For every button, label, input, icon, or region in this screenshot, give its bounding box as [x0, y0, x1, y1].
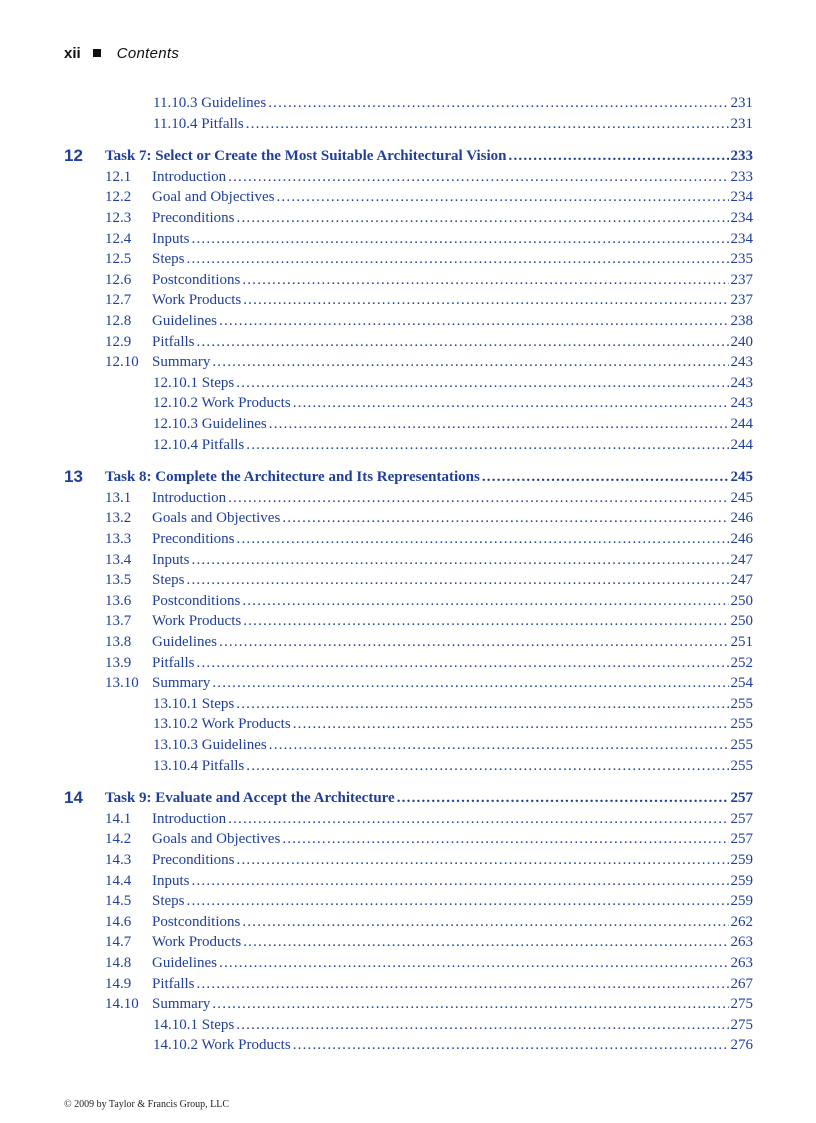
dot-leader	[228, 167, 728, 188]
toc-section-entry[interactable]	[0, 809, 816, 830]
section-page: 246	[730, 531, 753, 547]
section-number: 14.4	[105, 872, 132, 889]
dot-leader	[187, 570, 729, 591]
section-page: 243	[730, 374, 753, 391]
section-title: Inputs	[152, 230, 190, 247]
section-page: 257	[730, 831, 753, 848]
toc-section-entry[interactable]	[0, 529, 816, 550]
section-title: Postconditions	[152, 271, 241, 288]
toc-section-entry[interactable]	[0, 932, 816, 953]
dot-leader	[187, 891, 729, 912]
dot-leader	[293, 1035, 729, 1056]
section-number: 12.1	[105, 168, 132, 185]
section-number: 14.10	[105, 996, 139, 1013]
dot-leader	[219, 632, 729, 653]
section-title: Work Products	[152, 934, 242, 951]
toc-subsection-entry[interactable]	[0, 756, 816, 777]
section-page: 244	[730, 436, 753, 453]
section-page: 259	[730, 852, 753, 868]
section-title: Goals and Objectives	[152, 510, 281, 527]
section-page: 276	[730, 1037, 753, 1054]
section-title: Guidelines	[152, 313, 217, 329]
copyright-footer: © 2009 by Taylor & Francis Group, LLC	[64, 1099, 230, 1110]
toc-subsection-entry[interactable]	[0, 1015, 816, 1036]
section-title: Steps	[152, 893, 185, 910]
section-page: 275	[730, 996, 753, 1013]
toc-subsection-entry[interactable]	[0, 93, 816, 114]
section-title: 12.10.2 Work Products	[153, 395, 291, 412]
section-title: Work Products	[152, 292, 242, 309]
section-number: 13.8	[105, 634, 132, 650]
section-number: 14.8	[105, 955, 132, 971]
toc-section-entry[interactable]	[0, 829, 816, 850]
toc-section-entry[interactable]	[0, 591, 816, 612]
toc-section-entry[interactable]	[0, 912, 816, 933]
section-page: 237	[730, 292, 753, 309]
dot-leader	[197, 653, 729, 674]
dot-leader	[228, 809, 728, 830]
toc-section-entry[interactable]	[0, 332, 816, 353]
dot-leader	[276, 187, 728, 208]
dot-leader	[269, 735, 729, 756]
section-number: 12.6	[105, 271, 132, 288]
toc-section-entry[interactable]	[0, 850, 816, 871]
section-page: 231	[730, 95, 753, 111]
section-page: 263	[730, 955, 753, 971]
section-title: Inputs	[152, 872, 190, 889]
section-number: 13.5	[105, 572, 132, 589]
toc-section-entry[interactable]	[0, 290, 816, 311]
toc-subsection-entry[interactable]	[0, 714, 816, 735]
section-number: 12.9	[105, 333, 132, 350]
section-title: Preconditions	[152, 852, 235, 868]
chapter-number: 14	[64, 788, 83, 808]
toc-subsection-entry[interactable]	[0, 435, 816, 456]
section-title: Goals and Objectives	[152, 831, 281, 848]
dot-leader	[246, 756, 728, 777]
section-page: 234	[730, 189, 753, 206]
chapter-page: 257	[730, 790, 753, 807]
section-page: 234	[730, 210, 753, 226]
section-number: 13.10	[105, 675, 139, 692]
dot-leader	[192, 871, 729, 892]
section-page: 252	[730, 654, 753, 671]
section-title: Work Products	[152, 613, 242, 630]
dot-leader	[212, 352, 728, 373]
toc-section-entry[interactable]	[0, 653, 816, 674]
dot-leader	[197, 332, 729, 353]
section-title: 14.10.1 Steps	[153, 1016, 235, 1033]
chapter-number: 13	[64, 467, 83, 487]
section-page: 245	[730, 489, 753, 506]
section-page: 259	[730, 872, 753, 889]
header-section-title: Contents	[116, 44, 180, 62]
dot-leader	[246, 114, 729, 135]
chapter-heading[interactable]	[0, 146, 816, 167]
dot-leader	[212, 673, 728, 694]
section-page: 247	[730, 572, 753, 589]
section-page: 244	[730, 416, 753, 432]
section-number: 14.7	[105, 934, 132, 951]
toc-subsection-entry[interactable]	[0, 114, 816, 135]
dot-leader	[509, 146, 729, 167]
section-number: 14.1	[105, 810, 132, 827]
section-title: 12.10.3 Guidelines	[153, 416, 267, 432]
dot-leader	[212, 994, 728, 1015]
section-number: 13.1	[105, 489, 132, 506]
section-title: Introduction	[152, 489, 227, 506]
section-title: 13.10.1 Steps	[153, 695, 235, 712]
toc-section-entry[interactable]	[0, 208, 816, 229]
chapter-heading[interactable]	[0, 467, 816, 488]
section-number: 14.2	[105, 831, 132, 848]
section-page: 259	[730, 893, 753, 910]
section-page: 240	[730, 333, 753, 350]
toc-section-entry[interactable]	[0, 673, 816, 694]
section-title: 13.10.3 Guidelines	[153, 737, 267, 753]
section-number: 12.3	[105, 210, 132, 226]
chapter-title: Task 9: Evaluate and Accept the Architecture	[105, 790, 395, 807]
section-number: 12.7	[105, 292, 132, 309]
toc-subsection-entry[interactable]	[0, 373, 816, 394]
section-number: 13.6	[105, 592, 132, 609]
section-title: 13.10.4 Pitfalls	[153, 757, 245, 774]
dot-leader	[236, 373, 728, 394]
toc-section-entry[interactable]	[0, 611, 816, 632]
section-title: Introduction	[152, 168, 227, 185]
square-bullet-icon	[93, 49, 101, 57]
section-page: 275	[730, 1016, 753, 1033]
dot-leader	[397, 788, 729, 809]
section-page: 251	[730, 634, 753, 650]
section-title: 12.10.1 Steps	[153, 374, 235, 391]
section-page: 237	[730, 271, 753, 288]
section-title: 11.10.4 Pitfalls	[153, 115, 244, 132]
section-page: 247	[730, 551, 753, 568]
toc-section-entry[interactable]	[0, 270, 816, 291]
section-number: 14.6	[105, 913, 132, 930]
chapter-number: 12	[64, 146, 83, 166]
section-number: 12.2	[105, 189, 132, 206]
dot-leader	[282, 508, 728, 529]
section-title: Guidelines	[152, 634, 217, 650]
dot-leader	[268, 93, 728, 114]
section-number: 13.2	[105, 510, 132, 527]
toc-section-entry[interactable]	[0, 249, 816, 270]
chapter-title: Task 8: Complete the Architecture and Its Representations	[105, 469, 480, 486]
section-title: 14.10.2 Work Products	[153, 1037, 291, 1054]
toc-section-entry[interactable]	[0, 632, 816, 653]
section-number: 12.8	[105, 313, 132, 329]
dot-leader	[192, 229, 729, 250]
toc-section-entry[interactable]	[0, 229, 816, 250]
dot-leader	[482, 467, 729, 488]
section-number: 13.7	[105, 613, 132, 630]
section-number: 14.3	[105, 852, 132, 868]
section-page: 255	[730, 737, 753, 753]
section-title: Summary	[152, 996, 211, 1013]
section-title: Pitfalls	[152, 975, 195, 992]
section-page: 243	[730, 354, 753, 371]
section-page: 231	[730, 115, 753, 132]
running-header	[64, 42, 179, 64]
chapter-heading[interactable]	[0, 788, 816, 809]
section-page: 263	[730, 934, 753, 951]
dot-leader	[219, 311, 729, 332]
section-title: Steps	[152, 251, 185, 268]
section-title: Guidelines	[152, 955, 217, 971]
toc-section-entry[interactable]	[0, 187, 816, 208]
section-number: 14.5	[105, 893, 132, 910]
section-number: 12.4	[105, 230, 132, 247]
dot-leader	[237, 529, 729, 550]
section-page: 235	[730, 251, 753, 268]
section-page: 233	[730, 168, 753, 185]
section-page: 255	[730, 695, 753, 712]
toc-section-entry[interactable]	[0, 508, 816, 529]
dot-leader	[187, 249, 729, 270]
section-title: Pitfalls	[152, 654, 195, 671]
section-number: 14.9	[105, 975, 132, 992]
dot-leader	[242, 912, 728, 933]
section-title: 13.10.2 Work Products	[153, 716, 291, 733]
section-title: Pitfalls	[152, 333, 195, 350]
toc-subsection-entry[interactable]	[0, 694, 816, 715]
dot-leader	[242, 591, 728, 612]
section-title: Preconditions	[152, 210, 235, 226]
section-title: Inputs	[152, 551, 190, 568]
section-number: 13.3	[105, 531, 132, 547]
section-number: 12.5	[105, 251, 132, 268]
toc-subsection-entry[interactable]	[0, 735, 816, 756]
section-title: 11.10.3 Guidelines	[153, 95, 267, 111]
section-number: 12.10	[105, 354, 139, 371]
section-page: 262	[730, 913, 753, 930]
toc-section-entry[interactable]	[0, 311, 816, 332]
section-page: 255	[730, 716, 753, 733]
dot-leader	[293, 714, 729, 735]
dot-leader	[236, 1015, 728, 1036]
section-page: 234	[730, 230, 753, 247]
dot-leader	[269, 414, 729, 435]
section-page: 246	[730, 510, 753, 527]
section-title: Introduction	[152, 810, 227, 827]
toc-section-entry[interactable]	[0, 994, 816, 1015]
dot-leader	[237, 208, 729, 229]
section-title: Summary	[152, 675, 211, 692]
section-page: 250	[730, 592, 753, 609]
dot-leader	[219, 953, 729, 974]
toc-section-entry[interactable]	[0, 550, 816, 571]
header-page-number: xii	[64, 44, 81, 62]
dot-leader	[243, 611, 728, 632]
section-page: 238	[730, 313, 753, 329]
chapter-title: Task 7: Select or Create the Most Suitable Architectural Vision	[105, 148, 507, 165]
section-page: 257	[730, 810, 753, 827]
dot-leader	[293, 393, 729, 414]
toc-section-entry[interactable]	[0, 891, 816, 912]
dot-leader	[246, 435, 728, 456]
section-number: 13.4	[105, 551, 132, 568]
dot-leader	[242, 270, 728, 291]
toc-section-entry[interactable]	[0, 352, 816, 373]
toc-section-entry[interactable]	[0, 167, 816, 188]
dot-leader	[237, 850, 729, 871]
section-page: 254	[730, 675, 753, 692]
dot-leader	[243, 290, 728, 311]
toc-section-entry[interactable]	[0, 488, 816, 509]
toc-subsection-entry[interactable]	[0, 414, 816, 435]
dot-leader	[282, 829, 728, 850]
section-title: Preconditions	[152, 531, 235, 547]
section-page: 250	[730, 613, 753, 630]
section-title: Postconditions	[152, 913, 241, 930]
dot-leader	[236, 694, 728, 715]
dot-leader	[228, 488, 728, 509]
section-title: Postconditions	[152, 592, 241, 609]
section-title: Summary	[152, 354, 211, 371]
dot-leader	[192, 550, 729, 571]
toc-section-entry[interactable]	[0, 974, 816, 995]
toc-section-entry[interactable]	[0, 871, 816, 892]
dot-leader	[243, 932, 728, 953]
section-page: 255	[730, 757, 753, 774]
toc-subsection-entry[interactable]	[0, 393, 816, 414]
toc-section-entry[interactable]	[0, 953, 816, 974]
toc-subsection-entry[interactable]	[0, 1035, 816, 1056]
section-title: 12.10.4 Pitfalls	[153, 436, 245, 453]
section-number: 13.9	[105, 654, 132, 671]
chapter-page: 245	[730, 469, 753, 486]
section-title: Steps	[152, 572, 185, 589]
section-title: Goal and Objectives	[152, 189, 275, 206]
section-page: 267	[730, 975, 753, 992]
toc-section-entry[interactable]	[0, 570, 816, 591]
chapter-page: 233	[730, 148, 753, 165]
section-page: 243	[730, 395, 753, 412]
dot-leader	[197, 974, 729, 995]
